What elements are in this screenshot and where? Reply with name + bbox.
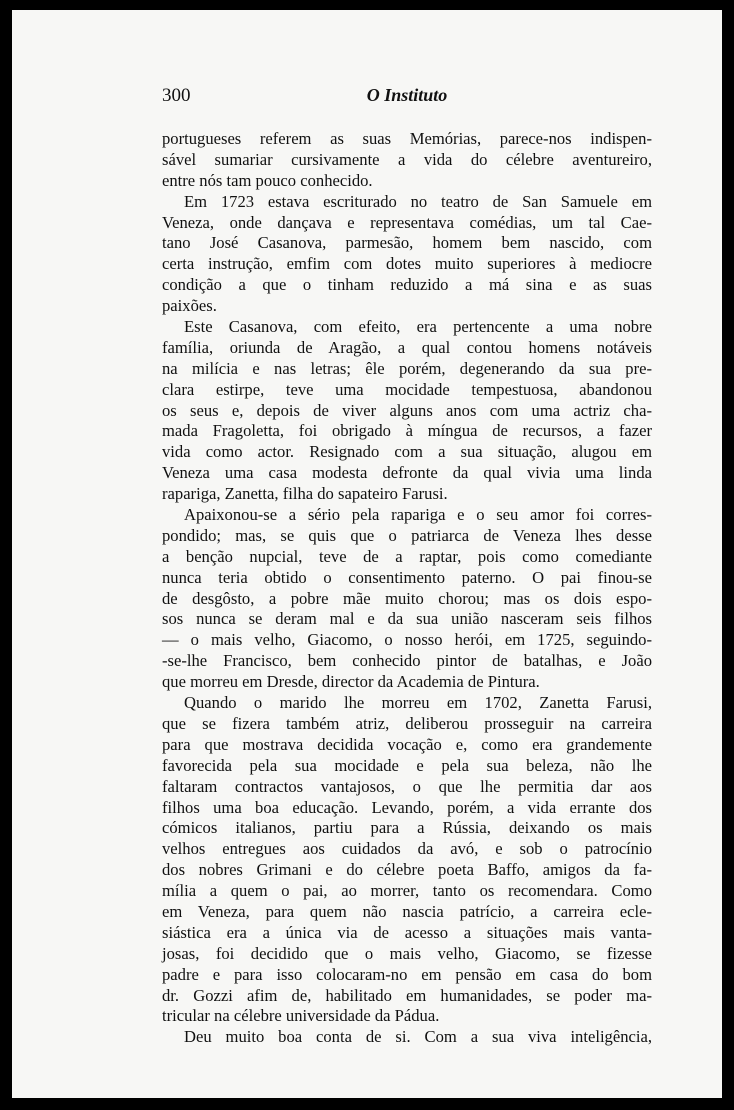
paragraph xyxy=(162,317,652,505)
text-line: dos nobres Grimani e do célebre poeta Baffo, amigos da fa- xyxy=(162,860,652,880)
page-number: 300 xyxy=(162,85,191,106)
text-line: mada Fragoletta, foi obrigado à míngua de recursos, a fazer xyxy=(162,421,652,441)
paragraph xyxy=(162,505,652,693)
text-line: — o mais velho, Giacomo, o nosso herói, em 1725, seguindo- xyxy=(162,630,652,650)
text-line: faltaram contractos vantajosos, o que lhe permitia dar aos xyxy=(162,776,652,796)
text-line: na milícia e nas letras; êle porém, degenerando da sua pre- xyxy=(162,358,652,378)
paragraph xyxy=(162,1027,652,1048)
text-line: vida como actor. Resignado com a sua situação, alugou em xyxy=(162,442,652,462)
text-line: Este Casanova, com efeito, era pertencente a uma nobre xyxy=(184,317,652,337)
text-line: siástica era a única via de acesso a situações mais vanta- xyxy=(162,922,652,942)
text-line: Deu muito boa conta de si. Com a sua viva inteligência, xyxy=(184,1027,652,1047)
running-title: O Instituto xyxy=(366,85,448,105)
text-line: Em 1723 estava escriturado no teatro de San Samuele em xyxy=(184,191,652,211)
body-text xyxy=(162,129,652,1048)
text-line: tricular na célebre universidade da Pádua. xyxy=(162,1006,440,1026)
text-line: mília a quem o pai, ao morrer, tanto os recomendara. Como xyxy=(162,881,652,901)
text-line: cómicos italianos, partiu para a Rússia, deixando os mais xyxy=(162,818,652,838)
text-line: entre nós tam pouco conhecido. xyxy=(162,170,373,190)
text-line: certa instrução, emfim com dotes muito superiores à mediocre xyxy=(162,254,652,274)
text-line: padre e para isso colocaram-no em pensão em casa do bom xyxy=(162,964,652,984)
text-line: que se fizera também atriz, deliberou prosseguir na carreira xyxy=(162,713,652,733)
text-line: nunca teria obtido o consentimento paterno. O pai finou-se xyxy=(162,567,652,587)
text-line: Veneza, onde dançava e representava comédias, um tal Cae- xyxy=(162,212,652,232)
text-line: a benção nupcial, teve de a raptar, pois como comediante xyxy=(162,546,652,566)
text-line: favorecida pela sua mocidade e pela sua beleza, não lhe xyxy=(162,755,652,775)
text-line: os seus e, depois de viver alguns anos com uma actriz cha- xyxy=(162,400,652,420)
text-line: Veneza uma casa modesta defronte da qual vivia uma linda xyxy=(162,463,652,483)
text-line: sos nunca se deram mal e da sua união nasceram seis filhos xyxy=(162,609,652,629)
text-line: filhos uma boa educação. Levando, porém, a vida errante dos xyxy=(162,797,652,817)
book-page xyxy=(12,10,722,1098)
text-line: Quando o marido lhe morreu em 1702, Zanetta Farusi, xyxy=(184,693,652,713)
text-line: em Veneza, para quem não nascia patrício, a carreira ecle- xyxy=(162,901,652,921)
text-line: condição a que o tinham reduzido a má sina e as suas xyxy=(162,275,652,295)
text-line: rapariga, Zanetta, filha do sapateiro Farusi. xyxy=(162,484,448,504)
text-line: tano José Casanova, parmesão, homem bem nascido, com xyxy=(162,233,652,253)
text-line: que morreu em Dresde, director da Academia de Pintura. xyxy=(162,672,540,692)
paragraph xyxy=(162,192,652,317)
text-line: clara estirpe, teve uma mocidade tempestuosa, abandonou xyxy=(162,379,652,399)
text-line: Apaixonou-se a sério pela rapariga e o seu amor foi corres- xyxy=(184,505,652,525)
text-line: -se-lhe Francisco, bem conhecido pintor de batalhas, e João xyxy=(162,651,652,671)
text-line: paixões. xyxy=(162,296,217,316)
paragraph xyxy=(162,693,652,1027)
text-line: família, oriunda de Aragão, a qual contou homens notáveis xyxy=(162,337,652,357)
text-line: pondido; mas, se quis que o patriarca de Veneza lhes desse xyxy=(162,525,652,545)
paragraph xyxy=(162,129,652,192)
text-line: josas, foi decidido que o mais velho, Giacomo, se fizesse xyxy=(162,943,652,963)
text-line: velhos entregues aos cuidados da avó, e sob o patrocínio xyxy=(162,839,652,859)
text-line: portugueses referem as suas Memórias, parece-nos indispen- xyxy=(162,129,652,148)
page-header xyxy=(162,85,652,115)
text-line: de desgôsto, a pobre mãe muito chorou; mas os dois espo- xyxy=(162,588,652,608)
text-line: para que mostrava decidida vocação e, como era grandemente xyxy=(162,734,652,754)
text-line: dr. Gozzi afim de, habilitado em humanidades, se poder ma- xyxy=(162,985,652,1005)
text-line: sável sumariar cursivamente a vida do célebre aventureiro, xyxy=(162,149,652,169)
